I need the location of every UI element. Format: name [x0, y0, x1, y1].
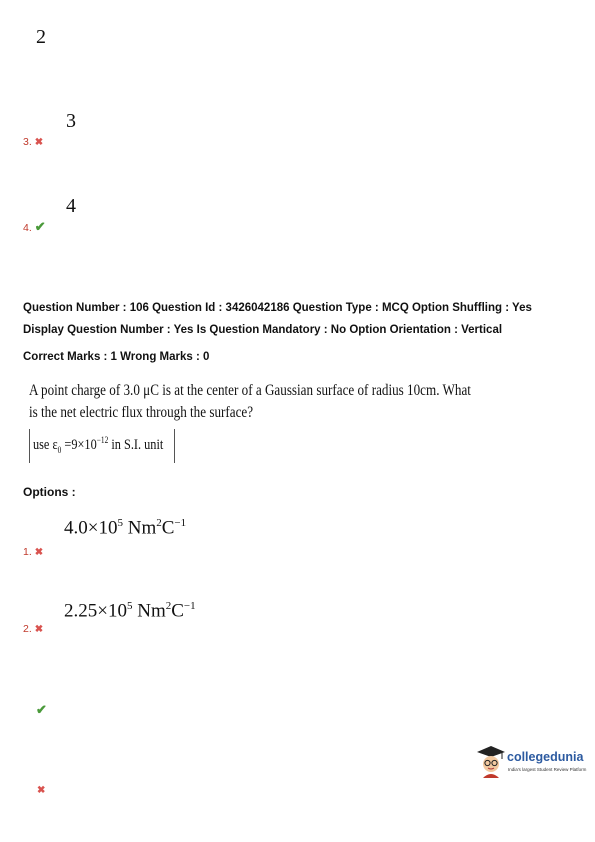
prev-option-2-value: 2: [36, 26, 46, 48]
option-1: [23, 546, 43, 558]
option-2-unit2-exp: −1: [183, 600, 196, 612]
cross-icon: ✖: [34, 547, 44, 558]
option-number: 4.: [23, 222, 32, 234]
option-1-unit2: C: [161, 517, 175, 539]
logo-name: collegedunia: [507, 750, 584, 764]
mascot-icon: [476, 744, 506, 778]
option-1-unit: Nm: [122, 517, 157, 539]
option-4: [37, 780, 45, 798]
option-2-formula: [64, 600, 196, 622]
logo-tagline: India's largest Student Review Platform: [508, 767, 587, 772]
option-1-unit2-exp: −1: [174, 517, 187, 529]
option-1-exp: 5: [117, 517, 123, 529]
cross-icon: ✖: [34, 624, 44, 635]
question-text-line-2: is the net electric flux through the surface?: [29, 404, 254, 421]
question-meta-line-2: Display Question Number : Yes Is Question Mandatory : No Option Orientation : Vertical: [23, 324, 503, 336]
prev-option-3-value: 3: [66, 110, 76, 132]
hint-suffix: in S.I. unit: [108, 437, 164, 453]
hint-sub: 0: [57, 445, 62, 455]
question-text-line-1: A point charge of 3.0 μC is at the center of a Gaussian surface of radius 10cm. What: [29, 382, 471, 399]
option-1-unit-exp: 2: [156, 517, 162, 529]
check-icon: ✔: [34, 219, 46, 234]
option-2: [23, 623, 43, 635]
question-meta-line-3: Correct Marks : 1 Wrong Marks : 0: [23, 351, 210, 363]
option-3: [36, 701, 47, 719]
option-1-mantissa: 4.0×10: [64, 517, 118, 539]
collegedunia-logo: [476, 744, 588, 780]
hint-exp: −12: [96, 435, 109, 445]
prev-option-3: [23, 136, 43, 148]
hint-mid: =9×10: [61, 437, 97, 453]
option-number: 3.: [23, 136, 32, 148]
option-1-formula: [64, 517, 186, 539]
option-number: 1.: [23, 546, 32, 558]
prev-option-4: [23, 219, 46, 235]
hint-prefix: use ε: [33, 437, 58, 453]
check-icon: ✔: [36, 702, 47, 717]
option-2-unit: Nm: [132, 600, 166, 622]
cross-icon: ✖: [34, 137, 44, 148]
option-2-mantissa: 2.25×10: [64, 600, 127, 622]
question-meta-line-1: Question Number : 106 Question Id : 3426042186 Question Type : MCQ Option Shuffling : Yes: [23, 302, 532, 314]
option-2-unit-exp: 2: [165, 600, 172, 612]
cross-icon: ✖: [37, 785, 46, 796]
options-label: Options :: [23, 485, 76, 499]
prev-option-4-value: 4: [66, 195, 76, 217]
option-number: 2.: [23, 623, 32, 635]
option-2-exp: 5: [126, 600, 133, 612]
option-2-unit2: C: [171, 600, 184, 622]
hint-text: [33, 435, 163, 455]
